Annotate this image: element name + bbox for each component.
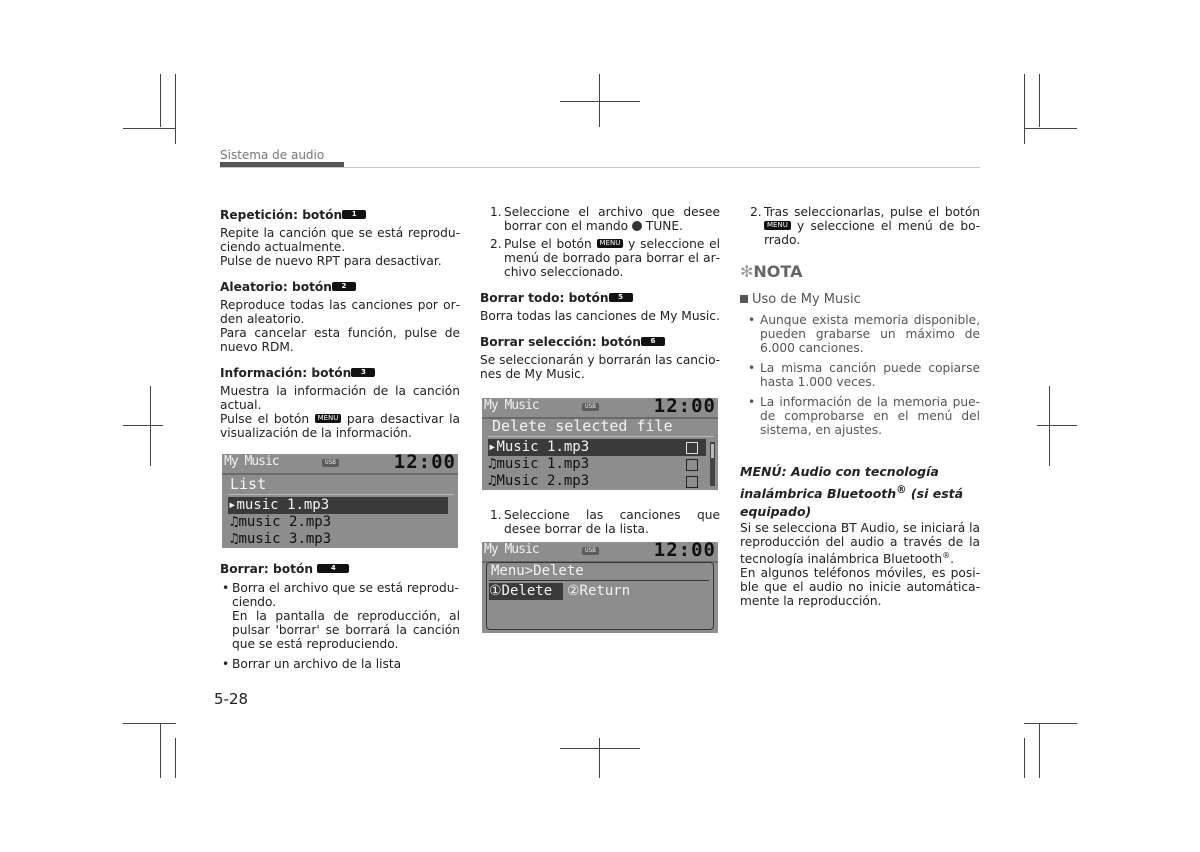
step-2: 2. Pulse el botón MENU y seleccione el menú de borrado para borrar el archivo seleccionado. <box>490 237 721 279</box>
list-item: • Borrar un archivo de la lista <box>222 657 402 671</box>
lcd-row-selected: ▸music 1.mp3 <box>228 497 448 514</box>
lcd-top-bar <box>482 398 718 416</box>
column-1 <box>220 208 460 440</box>
crop-mark <box>1039 74 1040 127</box>
lcd-menu-delete-screen <box>482 542 718 633</box>
lcd-scrollbar <box>710 442 715 486</box>
crop-mark <box>599 738 600 778</box>
lcd-top-bar <box>482 542 718 560</box>
crop-mark <box>560 748 640 749</box>
lcd-app-name: My Music <box>484 542 539 557</box>
bluetooth-heading: MENÚ: Audio con tecnología inalámbrica Bluetooth® (si está equipado) <box>740 464 964 520</box>
repeat-text: Repite la canción que se está reproduciendo actualmente. <box>220 226 460 254</box>
lcd-separator <box>228 494 454 495</box>
lcd-row: ♫music 3.mp3 <box>230 531 332 547</box>
lcd-clock: 12:00 <box>393 454 456 473</box>
shuffle-text: Reproduce todas las canciones por orden aleatorio. <box>220 298 460 326</box>
button-4-icon: 4 <box>317 564 349 573</box>
button-5-icon: 5 <box>609 293 633 302</box>
column-3 <box>740 205 980 608</box>
lcd-option-return: ②Return <box>567 583 631 599</box>
delete-selection-heading: Borrar selección: botón 6 <box>480 335 720 349</box>
lcd-heading: Menu>Delete <box>491 563 584 579</box>
button-6-icon: 6 <box>641 337 665 346</box>
lcd-separator <box>488 436 714 437</box>
page-number: 5-28 <box>214 690 249 708</box>
lcd-top-bar <box>222 454 458 472</box>
lcd-row-selected: ▸Music 1.mp3 <box>488 439 706 456</box>
crop-mark <box>1024 738 1025 778</box>
delete-heading: Borrar: botón 4 <box>220 562 460 576</box>
lcd-clock: 12:00 <box>653 398 716 417</box>
step-select: 1. Seleccione las canciones que desee borrar de la lista. <box>490 508 720 536</box>
note-title: ✻NOTA <box>740 262 803 281</box>
crop-mark <box>123 128 176 129</box>
checkbox-icon <box>686 476 698 488</box>
lcd-dialog <box>486 562 714 630</box>
column-1-lower <box>220 562 460 671</box>
delete-all-text: Borra todas las canciones de My Music. <box>480 309 720 323</box>
repeat-text-2: Pulse de nuevo RPT para desactivar. <box>220 254 442 268</box>
crop-mark <box>123 425 163 426</box>
list-item: • Borra el archivo que se está reproduciendo. <box>222 581 459 609</box>
info-text: Muestra la información de la canción actual. <box>220 384 460 412</box>
lcd-row: ♫Music 2.mp3 <box>488 473 706 490</box>
checkbox-icon <box>686 459 698 471</box>
usb-icon: USB <box>582 547 599 555</box>
column-2 <box>480 205 720 381</box>
lcd-app-name: My Music <box>224 454 279 469</box>
section-header: Sistema de audio <box>220 148 325 162</box>
crop-mark <box>1049 386 1050 466</box>
menu-button-icon: MENU <box>315 414 342 423</box>
repeat-heading: Repetición: botón 1 <box>220 208 460 222</box>
lcd-heading: Delete selected file <box>492 417 673 435</box>
info-heading: Información: botón 3 <box>220 366 460 380</box>
lcd-clock: 12:00 <box>653 542 716 561</box>
crop-mark <box>1037 425 1077 426</box>
crop-mark <box>1024 723 1077 724</box>
usb-icon: USB <box>582 403 599 411</box>
lcd-row: ♫music 1.mp3 <box>488 456 706 473</box>
menu-button-icon: MENU <box>597 239 624 248</box>
header-rule <box>220 167 980 168</box>
crop-mark <box>560 101 640 102</box>
bluetooth-text: Si se selecciona BT Audio, se iniciará la reproducción del audio a través de la tecnología inalámbrica Bluetooth®. <box>740 521 980 567</box>
crop-mark <box>175 74 176 144</box>
checkbox-icon <box>686 442 698 454</box>
lcd-delete-screen <box>482 398 718 490</box>
usb-icon: USB <box>322 459 339 467</box>
asterisk-icon: ✻ <box>740 262 754 281</box>
crop-mark <box>160 723 161 778</box>
crop-mark <box>599 74 600 127</box>
crop-mark <box>175 738 176 778</box>
note-item: • La misma canción puede copiarse hasta 1.000 veces. <box>748 361 980 389</box>
column-2-lower <box>480 508 720 536</box>
shuffle-text-2: Para cancelar esta función, pulse de nuevo RDM. <box>220 326 460 354</box>
lcd-app-name: My Music <box>484 398 539 413</box>
lcd-option-delete: ①Delete <box>489 583 563 600</box>
delete-all-heading: Borrar todo: botón 5 <box>480 291 720 305</box>
bluetooth-text-2: En algunos teléfonos móviles, es posible que el audio no inicie automáticamente la reproducción. <box>740 566 980 609</box>
tune-knob-icon <box>632 221 642 231</box>
menu-button-icon: MENU <box>764 221 791 230</box>
button-1-icon: 1 <box>342 210 366 219</box>
crop-mark <box>123 723 176 724</box>
shuffle-heading: Aleatorio: botón 2 <box>220 280 460 294</box>
lcd-list-screen <box>222 454 458 548</box>
list-item-cont: En la pantalla de reproducción, al pulsar 'borrar' se borrará la canción que se está reproduciendo. <box>232 609 460 651</box>
note-item: • Aunque exista memoria disponible, pueden grabarse un máximo de 6.000 canciones. <box>748 313 980 355</box>
note-item: • La información de la memoria puede comprobarse en el menú del sistema, en ajustes. <box>748 395 980 437</box>
lcd-heading: List <box>230 475 267 493</box>
crop-mark <box>1024 74 1025 144</box>
lcd-row: ♫music 2.mp3 <box>230 514 332 530</box>
crop-mark <box>160 74 161 127</box>
button-2-icon: 2 <box>332 282 356 291</box>
crop-mark <box>1024 128 1077 129</box>
button-3-icon: 3 <box>351 368 375 377</box>
crop-mark <box>1039 723 1040 778</box>
crop-mark <box>150 386 151 466</box>
info-text-2: Pulse el botón MENU para desactivar la visualización de la información. <box>220 412 460 440</box>
step-1: 1. Seleccione el archivo que desee borrar con el mando TUNE. <box>490 205 720 233</box>
step-2-delete: 2. Tras seleccionarlas, pulse el botón MENU y seleccione el menú de borrado. <box>750 205 980 247</box>
note-subtitle: Uso de My Music <box>740 293 980 307</box>
delete-selection-text: Se seleccionarán y borrarán las canciones de My Music. <box>480 353 720 381</box>
lcd-separator <box>489 580 709 581</box>
square-bullet-icon <box>740 295 748 303</box>
